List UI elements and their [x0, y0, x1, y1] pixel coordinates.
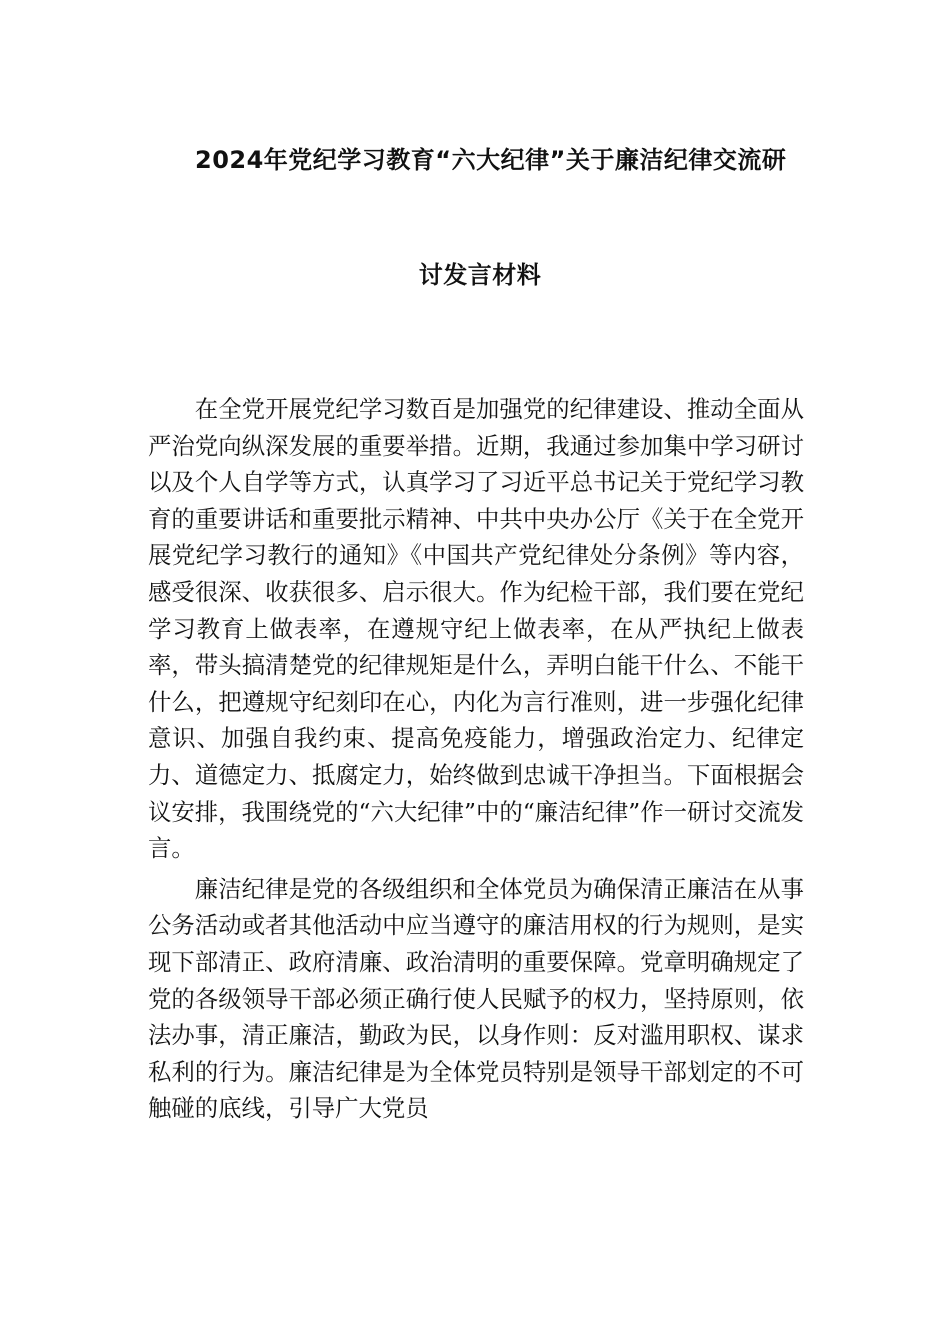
- title-line-2: 讨发言材料: [418, 261, 542, 289]
- body-paragraph-2: 廉洁纪律是党的各级组织和全体党员为确保清正廉洁在从事公务活动或者其他活动中应当遵守的廉洁用权的行为规则，是实现下部清正、政府清廉、政治清明的重要保障。党章明确规定了党的各级领导干部必须正确行使人民赋予的权力，坚持原则，依法办事，清正廉洁，勤政为民，以身作则：反对滥用职权、谋求私利的行为。廉洁纪律是为全体党员特别是领导干部划定的不可触碰的底线，引导广大党员: [148, 874, 804, 1123]
- body-paragraph-1: 在全党开展党纪学习数百是加强党的纪律建设、推动全面从严治党向纵深发展的重要举措。近期，我通过参加集中学习研讨以及个人自学等方式，认真学习了习近平总书记关于党纪学习教育的重要讲话和重要批示精神、中共中央办公厅《关于在全党开展党纪学习教行的通知》《中国共产党纪律处分条例》等内容，感受很深、收获很多、启示很大。作为纪检干部，我们要在党纪学习教育上做表率，在遵规守纪上做表率，在从严执纪上做表率，带头搞清楚党的纪律规矩是什么，弄明白能干什么、不能干什么，把遵规守纪刻印在心，内化为言行准则，进一步强化纪律意识、加强自我约束、提高免疫能力，增强政治定力、纪律定力、道德定力、抵腐定力，始终做到忠诚干净担当。下面根据会议安排，我围绕党的“六大纪律”中的“廉洁纪律”作一研讨交流发言。: [148, 395, 804, 863]
- title-line-1: 2024年党纪学习教育“六大纪律”关于廉洁纪律交流研: [195, 146, 787, 174]
- document-body: [148, 391, 804, 1127]
